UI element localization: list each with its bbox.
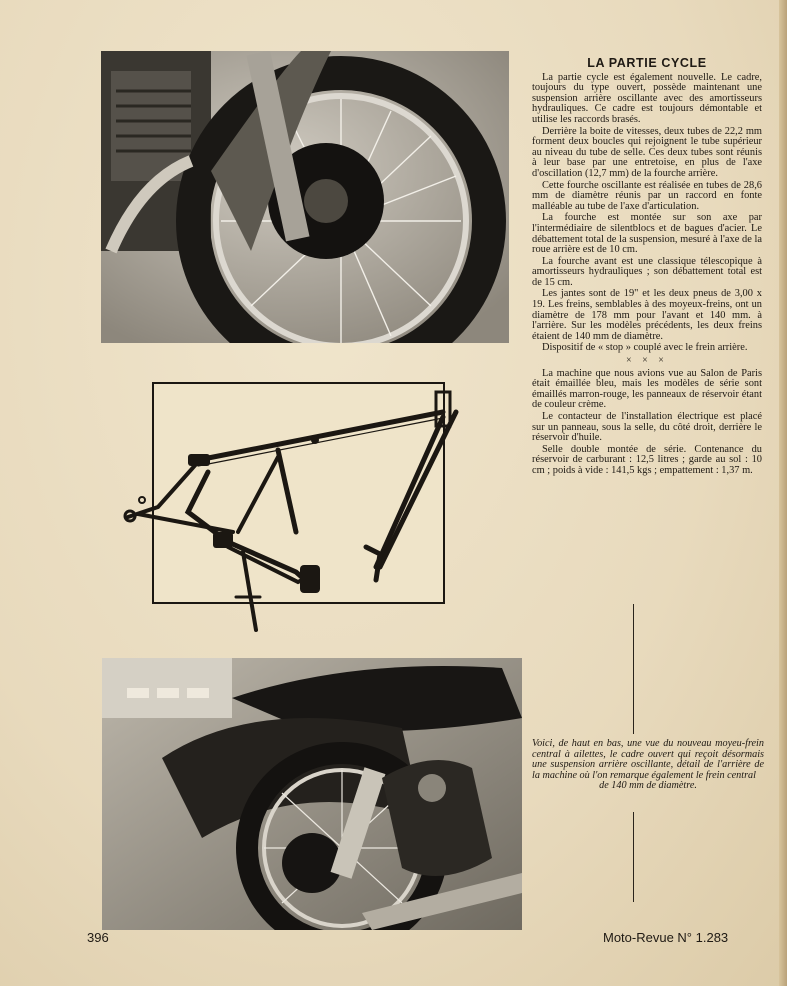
photo-rear-of-machine: [102, 658, 522, 930]
paragraph: Selle double montée de série. Contenance du réservoir de carburant : 12,5 litres ; garde au sol : 10 cm ; poids à vide : 141,5 kgs ; empattement : 1,37 m.: [532, 443, 762, 476]
article-text-column: [532, 58, 762, 478]
page-number: 396: [87, 930, 109, 945]
caption-text: Voici, de haut en bas, une vue du nouveau moyeu-frein central à ailettes, le cadre ouvert qui reçoit désormais une suspension arrière oscillante, détail de l'arrière de la machine où l'on remarque également le frein central: [532, 738, 764, 781]
photo-caption: [532, 739, 764, 792]
caption-rule-top: [633, 604, 634, 734]
caption-last-line: de 140 mm de diamètre.: [599, 780, 697, 792]
paragraph: Le contacteur de l'installation électrique est placé sur un panneau, sous la selle, du côté droit, derrière le réservoir d'huile.: [532, 411, 762, 444]
frame-diagram: [118, 382, 478, 632]
paragraph: Cette fourche oscillante est réalisée en tubes de 28,6 mm de diamètre réunis par un raccord en fonte malléable au tube de l'axe d'articulation.: [532, 179, 762, 212]
paragraph: Dispositif de « stop » couplé avec le frein arrière.: [542, 342, 748, 354]
paragraph: La partie cycle est également nouvelle. Le cadre, toujours du type ouvert, possède maintenant une suspension arrière oscillante avec des amortisseurs hydrauliques. Ce cadre est toujours démontable et utilise les raccords brasés.: [532, 71, 762, 125]
paragraph: Les jantes sont de 19" et les deux pneus de 3,00 x 19. Les freins, semblables à des moyeux-freins, ont un diamètre de 178 mm pour l'avant et 140 mm. à l'arrière. Sur les modèles précédents, les deux freins étaient de 140 mm de diamètre.: [532, 288, 762, 342]
paragraph: La machine que nous avions vue au Salon de Paris était émaillée bleu, mais les modèles de série sont émaillés marron-rouge, les panneaux de réservoir étant de couleur crème.: [532, 367, 762, 411]
paragraph: La fourche avant est une classique télescopique à amortisseurs hydrauliques ; son débattement total est de 15 cm.: [532, 255, 762, 288]
paragraph: Derrière la boite de vitesses, deux tubes de 22,2 mm forment deux boucles qui rejoignent le tube supérieur au niveau du tube de selle. Ces deux tubes sont réunis à leur base par une entretoise, en plus de l'axe d'oscillation (12,7 mm) de la fourche arrière.: [532, 125, 762, 179]
article-title: LA PARTIE CYCLE: [587, 56, 707, 70]
caption-rule-bottom: [633, 812, 634, 902]
paragraph: La fourche est montée sur son axe par l'intermédiaire de silentblocs et de bagues d'acier. Le débattement total de la suspension, mesuré à l'axe de la roue arrière est de 10 cm.: [532, 212, 762, 256]
magazine-issue: Moto-Revue N° 1.283: [603, 930, 729, 945]
page-edge-shadow: [779, 0, 787, 986]
section-separator: × × ×: [626, 355, 668, 367]
photo-rear-wheel-brake-hub: [101, 51, 509, 343]
